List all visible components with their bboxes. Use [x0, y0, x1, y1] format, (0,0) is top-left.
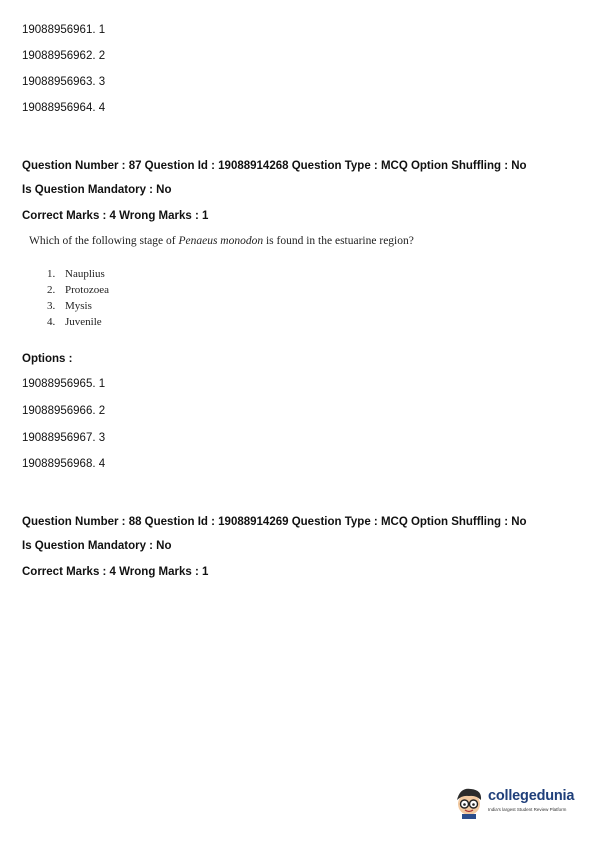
choice-item: 2. Protozoea — [47, 284, 109, 296]
student-mascot-icon — [452, 785, 486, 819]
choice-item: 1. Nauplius — [47, 268, 105, 280]
collegedunia-logo — [452, 783, 575, 823]
option-row: 19088956965. 1 — [22, 378, 106, 390]
marks-line: Correct Marks : 4 Wrong Marks : 1 — [22, 566, 209, 578]
option-row: 19088956962. 2 — [22, 50, 106, 62]
question-header: Question Number : 87 Question Id : 19088914268 Question Type : MCQ Option Shuffling : No — [22, 160, 527, 172]
marks-line: Correct Marks : 4 Wrong Marks : 1 — [22, 210, 209, 222]
choice-item: 4. Juvenile — [47, 316, 102, 328]
option-row: 19088956966. 2 — [22, 405, 106, 417]
option-row: 19088956963. 3 — [22, 76, 106, 88]
options-label: Options : — [22, 353, 73, 365]
mandatory-line: Is Question Mandatory : No — [22, 540, 172, 552]
mandatory-line: Is Question Mandatory : No — [22, 184, 172, 196]
question-header: Question Number : 88 Question Id : 19088914269 Question Type : MCQ Option Shuffling : No — [22, 516, 527, 528]
option-row: 19088956961. 1 — [22, 24, 106, 36]
option-row: 19088956968. 4 — [22, 458, 106, 470]
option-row: 19088956967. 3 — [22, 432, 106, 444]
logo-wordmark: collegedunia — [488, 788, 575, 804]
option-row: 19088956964. 4 — [22, 102, 106, 114]
logo-tagline: India's largest Student Review Platform — [488, 807, 567, 812]
question-text: Which of the following stage of Penaeus monodon is found in the estuarine region? — [29, 235, 414, 247]
choice-item: 3. Mysis — [47, 300, 92, 312]
